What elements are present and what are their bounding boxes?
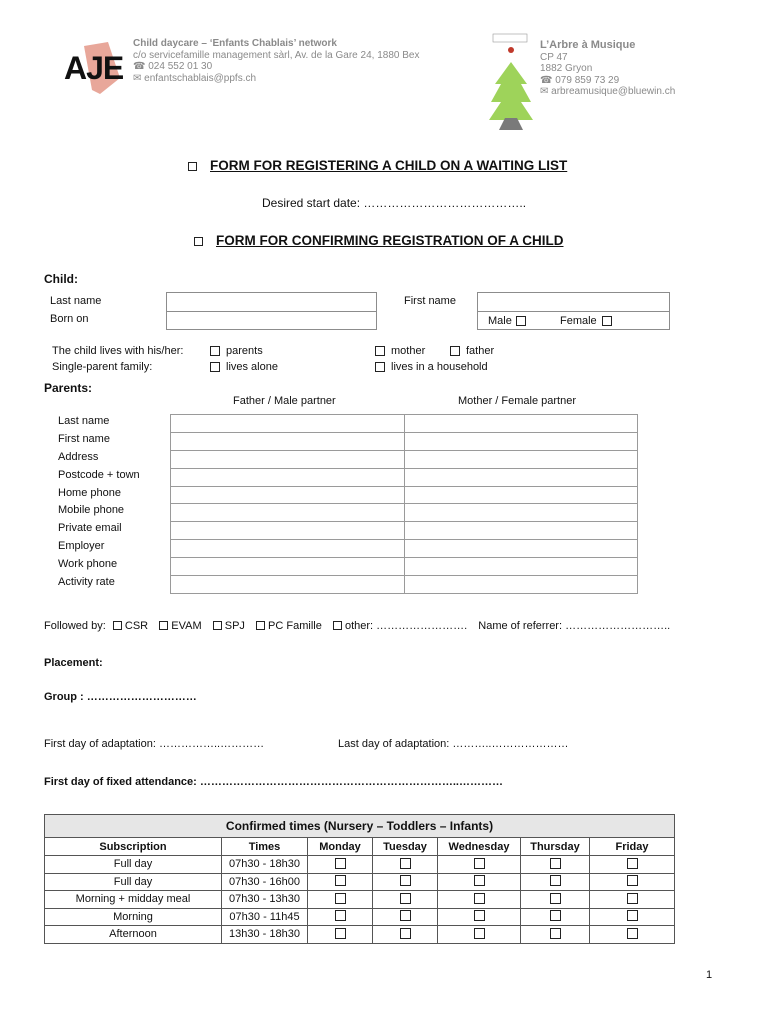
day-cell — [308, 908, 373, 926]
arbre-city: 1882 Gryon — [540, 63, 593, 74]
csr-label: CSR — [124, 620, 149, 632]
father-postcode-cell[interactable] — [171, 468, 405, 486]
parents-heading: Parents: — [44, 381, 93, 395]
day-cell — [590, 926, 675, 944]
evam-checkbox[interactable] — [159, 621, 168, 630]
arbre-cp: CP 47 — [540, 51, 568, 63]
referrer-label: Name of referrer: ……………………….. — [478, 620, 671, 632]
day-checkbox[interactable] — [550, 893, 561, 904]
table-row — [171, 486, 638, 504]
parent-row-label: Last name — [58, 415, 110, 427]
day-cell — [590, 856, 675, 874]
day-checkbox[interactable] — [627, 928, 638, 939]
father-work-phone-cell[interactable] — [171, 558, 405, 576]
mother-label: mother — [391, 345, 426, 357]
father-last-name-cell[interactable] — [171, 415, 405, 433]
day-cell — [373, 926, 438, 944]
lives-with-label: The child lives with his/her: — [52, 345, 184, 357]
col-wednesday: Wednesday — [438, 838, 521, 856]
day-cell — [438, 891, 521, 909]
day-checkbox[interactable] — [400, 928, 411, 939]
col-thursday: Thursday — [521, 838, 590, 856]
subscription-cell: Full day — [45, 873, 222, 891]
followed-by-row — [44, 620, 670, 632]
day-cell — [438, 926, 521, 944]
parent-row-label: Mobile phone — [58, 504, 125, 517]
table-row — [171, 432, 638, 450]
parents-row-labels — [58, 413, 140, 592]
lives-alone-label: lives alone — [226, 361, 278, 373]
day-cell — [308, 891, 373, 909]
first-day-adaptation: First day of adaptation: ……………..………… — [44, 738, 265, 750]
day-checkbox[interactable] — [627, 875, 638, 886]
day-cell — [590, 873, 675, 891]
schedule-title: Confirmed times (Nursery – Toddlers – Infants) — [45, 815, 675, 838]
day-cell — [438, 856, 521, 874]
day-checkbox[interactable] — [550, 928, 561, 939]
schedule-table — [44, 814, 675, 944]
mother-activity-rate-cell[interactable] — [405, 576, 638, 594]
day-checkbox[interactable] — [474, 910, 485, 921]
child-first-name-label: First name — [404, 295, 456, 307]
times-cell: 07h30 - 16h00 — [222, 873, 308, 891]
aje-phone: ☎ 024 552 01 30 — [133, 61, 213, 72]
mother-postcode-cell[interactable] — [405, 468, 638, 486]
parent-row-label: Employer — [58, 540, 105, 553]
day-checkbox[interactable] — [335, 910, 346, 921]
times-cell: 07h30 - 18h30 — [222, 856, 308, 874]
day-checkbox[interactable] — [400, 910, 411, 921]
father-email-cell[interactable] — [171, 522, 405, 540]
day-checkbox[interactable] — [474, 875, 485, 886]
day-checkbox[interactable] — [335, 875, 346, 886]
day-checkbox[interactable] — [550, 875, 561, 886]
last-day-adaptation: Last day of adaptation: ………..………………… — [338, 738, 569, 750]
female-checkbox[interactable] — [602, 316, 612, 326]
fixed-attendance: First day of fixed attendance: ……………………………………………………………..………… — [44, 776, 503, 788]
day-cell — [373, 908, 438, 926]
day-cell — [521, 908, 590, 926]
day-checkbox[interactable] — [335, 858, 346, 869]
table-row — [171, 504, 638, 522]
day-checkbox[interactable] — [627, 893, 638, 904]
col-subscription: Subscription — [45, 838, 222, 856]
table-row — [45, 873, 675, 891]
lives-alone-checkbox[interactable] — [210, 362, 220, 372]
subscription-cell: Morning — [45, 908, 222, 926]
mother-work-phone-cell[interactable] — [405, 558, 638, 576]
evam-label: EVAM — [171, 620, 202, 632]
placement-heading: Placement: — [44, 657, 103, 669]
day-cell — [373, 891, 438, 909]
parents-label: parents — [226, 345, 263, 357]
parent-row-label: First name — [58, 432, 110, 445]
parent-row-label: Home phone — [58, 486, 121, 499]
table-row — [171, 522, 638, 540]
subscription-cell: Afternoon — [45, 926, 222, 944]
arbre-phone: ☎ 079 859 73 29 — [540, 74, 620, 86]
arbre-email: ✉ arbreamusique@bluewin.ch — [540, 86, 676, 97]
aje-logo-text: AJE — [64, 50, 124, 86]
table-row — [45, 908, 675, 926]
lives-household-label: lives in a household — [391, 361, 488, 373]
day-checkbox[interactable] — [335, 893, 346, 904]
mother-last-name-cell[interactable] — [405, 415, 638, 433]
day-cell — [308, 873, 373, 891]
father-mobile-phone-cell[interactable] — [171, 504, 405, 522]
day-checkbox[interactable] — [627, 910, 638, 921]
group-text: Group : ………………………… — [44, 691, 197, 703]
father-label: father — [466, 345, 495, 357]
day-cell — [308, 926, 373, 944]
day-cell — [373, 856, 438, 874]
day-checkbox[interactable] — [400, 858, 411, 869]
subscription-cell: Full day — [45, 856, 222, 874]
table-row — [171, 415, 638, 433]
col-times: Times — [222, 838, 308, 856]
father-employer-cell[interactable] — [171, 540, 405, 558]
day-checkbox[interactable] — [627, 858, 638, 869]
lives-household-checkbox[interactable] — [375, 362, 385, 372]
mother-employer-cell[interactable] — [405, 540, 638, 558]
parent-row-label: Postcode + town — [58, 468, 140, 481]
arbre-logo — [487, 28, 535, 130]
day-cell — [521, 891, 590, 909]
mother-first-name-cell[interactable] — [405, 432, 638, 450]
mother-mobile-phone-cell[interactable] — [405, 504, 638, 522]
desired-start-date: Desired start date: ………………………………….. — [262, 196, 527, 210]
father-activity-rate-cell[interactable] — [171, 576, 405, 594]
child-last-name-field[interactable] — [166, 292, 377, 312]
parent-row-label: Private email — [58, 522, 122, 535]
arbre-name: L’Arbre à Musique — [540, 39, 636, 51]
col-tuesday: Tuesday — [373, 838, 438, 856]
aje-logo — [62, 40, 128, 96]
day-cell — [590, 891, 675, 909]
csr-checkbox[interactable] — [113, 621, 122, 630]
day-checkbox[interactable] — [474, 893, 485, 904]
father-column-header: Father / Male partner — [233, 395, 336, 407]
child-born-on-field[interactable] — [166, 311, 377, 330]
times-cell: 07h30 - 13h30 — [222, 891, 308, 909]
waiting-list-checkbox[interactable] — [188, 162, 197, 171]
times-cell: 07h30 - 11h45 — [222, 908, 308, 926]
table-row — [45, 891, 675, 909]
mother-column-header: Mother / Female partner — [458, 395, 576, 407]
table-row — [171, 450, 638, 468]
child-born-on-label: Born on — [50, 313, 89, 325]
table-row — [171, 540, 638, 558]
table-row — [45, 856, 675, 874]
page-number: 1 — [706, 969, 713, 981]
followed-by-label: Followed by: — [44, 620, 106, 632]
child-last-name-label: Last name — [50, 295, 102, 307]
child-heading: Child: — [44, 272, 78, 286]
parents-checkbox[interactable] — [210, 346, 220, 356]
child-first-name-field[interactable] — [477, 292, 670, 312]
single-parent-label: Single-parent family: — [52, 361, 153, 373]
day-checkbox[interactable] — [474, 928, 485, 939]
day-cell — [521, 856, 590, 874]
parent-row-label: Work phone — [58, 558, 118, 571]
tree-icon — [487, 28, 535, 130]
group-line — [44, 691, 197, 703]
day-checkbox[interactable] — [335, 928, 346, 939]
waiting-list-title: FORM FOR REGISTERING A CHILD ON A WAITING LIST — [210, 158, 568, 173]
day-cell — [308, 856, 373, 874]
arbre-contact — [540, 40, 675, 98]
table-row — [171, 468, 638, 486]
aje-title: Child daycare – ‘Enfants Chablais’ network — [133, 38, 337, 49]
times-cell: 13h30 - 18h30 — [222, 926, 308, 944]
day-checkbox[interactable] — [400, 875, 411, 886]
aje-address: c/o servicefamille management sàrl, Av. de la Gare 24, 1880 Bex — [133, 49, 420, 61]
day-checkbox[interactable] — [550, 858, 561, 869]
father-checkbox[interactable] — [450, 346, 460, 356]
other-checkbox[interactable] — [333, 621, 342, 630]
aje-contact — [133, 38, 419, 84]
aje-email: ✉ enfantschablais@ppfs.ch — [133, 72, 257, 84]
table-row — [45, 926, 675, 944]
other-label: other: ……………………. — [344, 620, 468, 632]
col-friday: Friday — [590, 838, 675, 856]
father-home-phone-cell[interactable] — [171, 486, 405, 504]
day-cell — [521, 873, 590, 891]
parent-row-label: Address — [58, 450, 99, 463]
day-cell — [521, 926, 590, 944]
parent-row-label: Activity rate — [58, 576, 115, 589]
confirming-checkbox[interactable] — [194, 237, 203, 246]
table-row — [171, 576, 638, 594]
day-checkbox[interactable] — [474, 858, 485, 869]
father-address-cell[interactable] — [171, 450, 405, 468]
mother-checkbox[interactable] — [375, 346, 385, 356]
day-checkbox[interactable] — [550, 910, 561, 921]
mother-home-phone-cell[interactable] — [405, 486, 638, 504]
spj-checkbox[interactable] — [213, 621, 222, 630]
mother-address-cell[interactable] — [405, 450, 638, 468]
day-cell — [373, 873, 438, 891]
female-label: Female — [560, 315, 597, 327]
day-cell — [438, 908, 521, 926]
male-checkbox[interactable] — [516, 316, 526, 326]
day-cell — [438, 873, 521, 891]
pc-famille-checkbox[interactable] — [256, 621, 265, 630]
day-checkbox[interactable] — [400, 893, 411, 904]
col-monday: Monday — [308, 838, 373, 856]
male-label: Male — [488, 315, 512, 327]
pc-famille-label: PC Famille — [268, 620, 322, 632]
table-row — [171, 558, 638, 576]
confirming-title: FORM FOR CONFIRMING REGISTRATION OF A CHILD — [216, 233, 564, 248]
father-first-name-cell[interactable] — [171, 432, 405, 450]
subscription-cell: Morning + midday meal — [45, 891, 222, 909]
spj-label: SPJ — [224, 620, 245, 632]
parents-table — [170, 414, 638, 594]
mother-email-cell[interactable] — [405, 522, 638, 540]
day-cell — [590, 908, 675, 926]
